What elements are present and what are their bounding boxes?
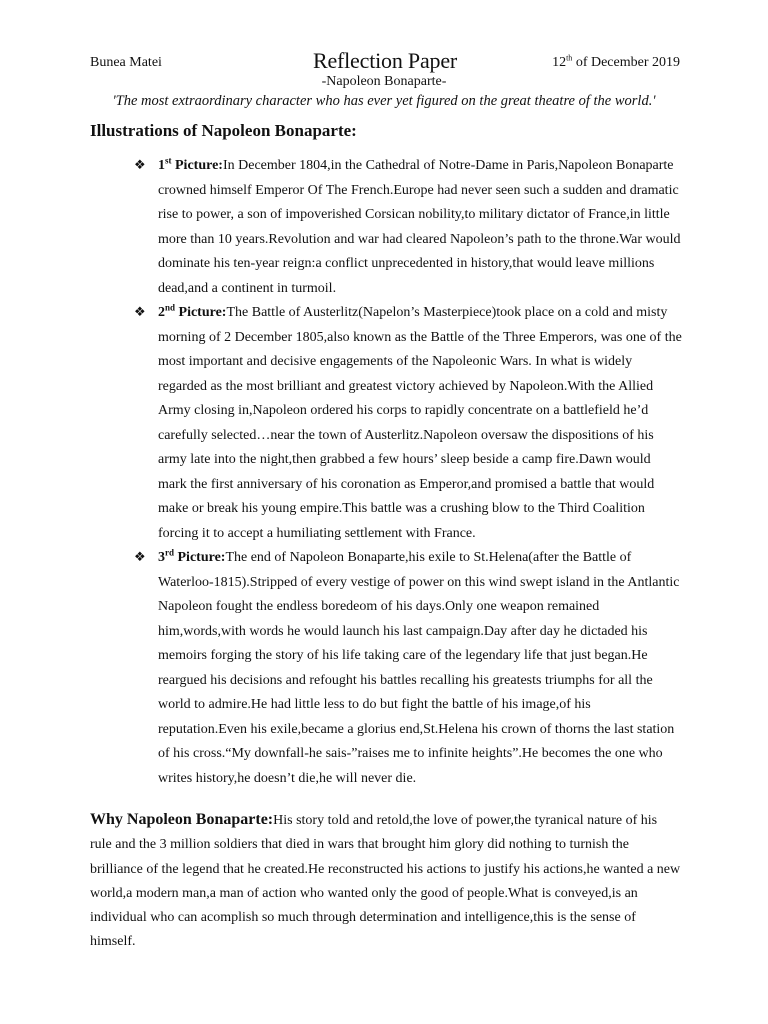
bullet-label xyxy=(158,155,223,173)
bullet-label-text: Picture: xyxy=(174,550,226,565)
bullet-number: 3 xyxy=(158,550,165,565)
diamond-bullet-icon: ❖ xyxy=(134,550,146,565)
bullet-number-suffix: rd xyxy=(165,547,174,558)
date-day: 12 xyxy=(552,55,567,70)
list-item xyxy=(132,301,682,546)
document-date xyxy=(552,55,680,71)
why-paragraph xyxy=(90,808,682,955)
diamond-bullet-icon: ❖ xyxy=(134,158,146,173)
bullet-number-suffix: st xyxy=(165,155,172,166)
author-name: Bunea Matei xyxy=(90,55,162,70)
illustrations-heading: Illustrations of Napoleon Bonaparte: xyxy=(90,121,357,140)
page-title: Reflection Paper xyxy=(312,48,458,73)
bullet-label xyxy=(158,302,227,320)
bullet-label-text: Picture: xyxy=(171,158,223,173)
bullet-text: The end of Napoleon Bonaparte,his exile to St.Helena(after the Battle of Waterloo-1815).Stripped of every vestige of power on this wind swept island in the Antlantic Napoleon fought the endless boredeom of his days.Only one weapon remained him,words,with words he would launch his last campaign.Day after day he dictaded his memoirs forging the story of his life taking care of the legendary life that just began.He reargued his decisions and refought his battles recalling his greatests triumphs for all the world to admire.He had little less to do but fight the battle of his image,of his reputation.Even his exile,became a glorius end,St.Helena his crown of thorns the last station of his cross.“My downfall-he sais-”raises me to infinite heights”.He becomes the one who writes history,he doesn’t die,he will never die. xyxy=(158,550,680,786)
bullet-label xyxy=(158,547,226,565)
why-text: His story told and retold,the love of power,the tyranical nature of his rule and the 3 million soldiers that died in wars that brought him glory did nothing to turnish the brilliance of the legend that he created.He reconstructed his actions to justify his actions,he wanted a new world,a modern man,a man of action who wanted only the good of people.What is conveyed,is an individual who can acomplish so much through determination and intelligence,this is the sense of himself. xyxy=(90,813,681,950)
list-item xyxy=(132,154,682,301)
epigraph-quote: 'The most extraordinary character who has ever yet figured on the great theatre of the world.' xyxy=(112,93,656,109)
date-suffix: th xyxy=(566,53,573,63)
why-heading: Why Napoleon Bonaparte: xyxy=(90,811,274,828)
illustrations-list xyxy=(132,154,682,791)
diamond-bullet-icon: ❖ xyxy=(134,305,146,320)
bullet-number-suffix: nd xyxy=(165,302,176,313)
list-item xyxy=(132,546,682,791)
date-rest: of December 2019 xyxy=(572,55,680,70)
bullet-label-text: Picture: xyxy=(175,305,227,320)
bullet-number: 1 xyxy=(158,158,165,173)
page-subtitle: -Napoleon Bonaparte- xyxy=(321,74,447,89)
bullet-text: The Battle of Austerlitz(Napelon’s Masterpiece)took place on a cold and misty morning of 2 December 1805,also known as the Battle of the Three Emperors, was one of the most important and decisive engagements of the Napoleonic Wars. In what is widely regarded as the most brilliant and greatest victory achieved by Napoleon.With the Allied Army closing in,Napoleon ordered his corps to rapidly concentrate on a battlefield he’d carefully selected…near the town of Austerlitz.Napoleon oversaw the dispositions of his army late into the night,then grabbed a few hours’ sleep beside a camp fire.Dawn would mark the first anniversary of his coronation as Emperor,and promised a battle that would make or break his young empire.This battle was a crushing blow to the Third Coalition forcing it to accept a humiliating settlement with France. xyxy=(158,305,682,541)
bullet-number: 2 xyxy=(158,305,165,320)
bullet-text: In December 1804,in the Cathedral of Notre-Dame in Paris,Napoleon Bonaparte crowned himself Emperor Of The French.Europe had never seen such a sudden and dramatic rise to power, a son of impoverished Corsican nobility,to military dictator of France,in little more than 10 years.Revolution and war had cleared Napoleon’s path to the throne.War would dominate his ten-year reign:a conflict unprecedented in history,that would leave millions dead,and a continent in turmoil. xyxy=(158,158,681,296)
